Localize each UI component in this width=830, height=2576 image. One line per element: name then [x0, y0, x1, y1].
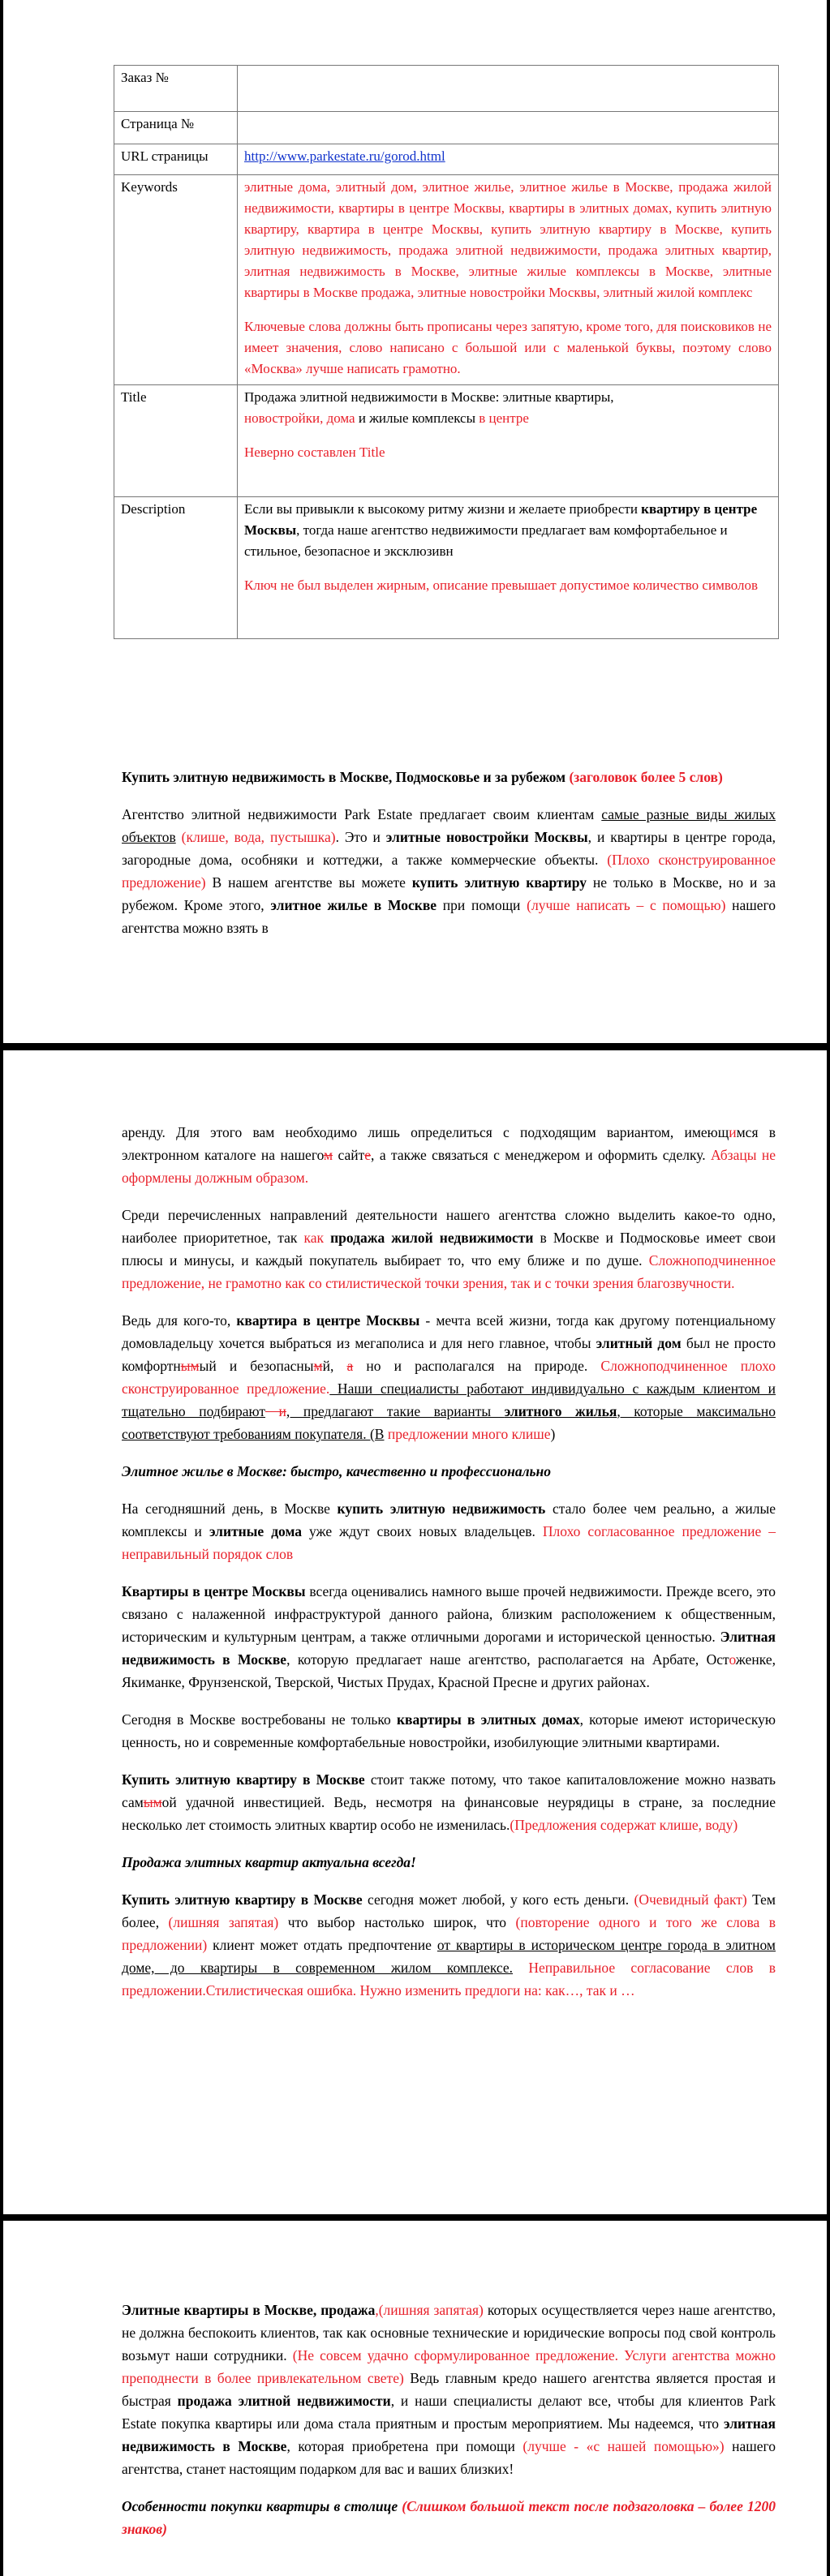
text: . Это и	[335, 829, 386, 845]
text: всегда оценивались намного выше прочей недвижимости. Прежде всего, это связано с налаженной инфраструктурой данного района, близким расположением к общественным, историческим и культурным центрам, а также отличными дорогами и исторической ценностью.	[122, 1583, 776, 1645]
text: Ведь для кого-то,	[122, 1312, 237, 1329]
text: )	[550, 1426, 556, 1442]
keyword: элитные новостройки Москвы	[385, 829, 588, 845]
text: - мечта всей жизни, тогда как другому потенциальному домовладельцу хочется выбраться из мегаполиса и для него главное, чтобы	[122, 1312, 776, 1351]
keywords-label: Keywords	[114, 175, 238, 385]
underlined-text: от квартиры в историческом центре города в элитном доме, до квартиры в современном жилом комплексе.	[122, 1937, 776, 1976]
deleted-text: и	[265, 1403, 286, 1419]
deleted-text: м	[323, 1147, 333, 1163]
review-note: (Слишком большой текст после подзаголовка – более 1200 знаков)	[122, 2498, 776, 2537]
review-note: (Предложения содержат клише, воду)	[510, 1817, 738, 1833]
description-value	[244, 499, 772, 562]
keyword: Квартиры в центре Москвы	[122, 1583, 306, 1599]
text: , и наши специалисты делают все, чтобы для клиентов Park Estate покупка квартиры или дома стала приятным и простым мероприятием. Мы надеемся, что	[122, 2393, 776, 2432]
review-note: (лучше написать – с помощью)	[527, 897, 726, 913]
text: но и располагался на природе.	[353, 1358, 601, 1374]
seo-meta-table	[114, 65, 779, 639]
text: В нашем агентстве вы можете	[205, 874, 412, 891]
url-label: URL страницы	[114, 144, 238, 175]
text: в Москве и Подмосковье имеет свои плюсы и минусы, и каждый покупатель выбирает то, что ему ближе и по душе.	[122, 1230, 776, 1269]
text: нашего агентства, станет настоящим подарком для вас и ваших близких!	[122, 2438, 776, 2477]
document-page-2	[3, 1050, 827, 2214]
keyword: Купить элитную квартиру в Москве	[122, 1771, 365, 1788]
title-text: Продажа элитной недвижимости в Москве: элитные квартиры,	[244, 389, 614, 405]
section-heading	[122, 2495, 776, 2540]
table-row	[114, 175, 779, 385]
review-note: ,(лишняя запятая)	[375, 2302, 484, 2318]
section-heading	[122, 766, 776, 788]
review-note: Абзацы не оформлены должным образом.	[122, 1147, 776, 1186]
text: , а также связаться с менеджером и оформить сделку.	[371, 1147, 711, 1163]
keyword: элитное жилье в Москве	[270, 897, 437, 913]
text: ый и безопасны	[199, 1358, 314, 1374]
underlined-text: , предлагают такие варианты	[286, 1403, 505, 1419]
paragraph	[122, 1768, 776, 1836]
heading-text: Купить элитную недвижимость в Москве, Подмосковье и за рубежом	[122, 769, 566, 785]
text: сегодня может любой, у кого есть деньги.	[362, 1891, 634, 1908]
paragraph	[122, 1708, 776, 1754]
url-link[interactable]: http://www.parkestate.ru/gorod.html	[244, 148, 445, 164]
title-value	[244, 387, 772, 429]
keyword: квартиры в элитных домах	[396, 1711, 580, 1728]
keyword: купить элитную недвижимость	[337, 1501, 546, 1517]
order-value	[238, 66, 779, 112]
title-cell	[238, 385, 779, 497]
deleted-text: ым	[180, 1358, 200, 1374]
keyword: купить элитную квартиру	[411, 874, 587, 891]
review-note: (лучше - «с нашей помощью»)	[523, 2438, 725, 2454]
deleted-text: ым	[143, 1794, 162, 1810]
text: был не просто комфортн	[122, 1335, 776, 1374]
paragraph	[122, 1204, 776, 1294]
paragraph	[122, 1121, 776, 1189]
table-row	[114, 144, 779, 175]
text: Ведь главным кредо нашего агентства является простая и быстрая	[122, 2370, 776, 2409]
review-note: Сложноподчиненное предложение, не грамотно как со стилистической точки зрения, так и с точки зрения благозвучности.	[122, 1252, 776, 1291]
text: ой удачной инвестицией. Ведь, несмотря на финансовые неурядицы в стране, за последние несколько лет стоимость элитных квартир особо не изменилась.	[122, 1794, 776, 1833]
text: мся в электронном каталоге на нашего	[122, 1124, 776, 1163]
review-note: предложении много клише	[384, 1426, 551, 1442]
deleted-text: е	[364, 1147, 372, 1163]
subheading: Продажа элитных квартир актуальна всегда!	[122, 1854, 416, 1870]
order-label: Заказ №	[114, 66, 238, 112]
keyword: Купить элитную квартиру в Москве	[122, 1891, 363, 1908]
underlined-text: Наши специалисты работают индивидуально с каждым клиентом и тщательно подбирают	[122, 1380, 776, 1419]
text: , которую предлагает наше агентство, располагается на Арбате, Ост	[286, 1651, 729, 1668]
description-text: Если вы привыкли к высокому ритму жизни и желаете приобрести	[244, 501, 642, 517]
title-label: Title	[114, 385, 238, 497]
table-row	[114, 385, 779, 497]
text: На сегодняшний день, в Москве	[122, 1501, 338, 1517]
review-note: (заголовок более 5 слов)	[566, 769, 723, 785]
keyword: Элитная недвижимость в Москве	[122, 1629, 776, 1668]
page-value	[238, 112, 779, 144]
deleted-text: а	[346, 1358, 354, 1374]
description-keyword: квартиру в центре Москвы	[244, 501, 758, 538]
paragraph	[122, 803, 776, 939]
text: Тем более,	[122, 1891, 776, 1930]
review-note: (клише, вода, пустышка)	[175, 829, 336, 845]
description-text: , тогда наше агентство недвижимости предлагает вам комфортабельное и стильное, безопасное и эксклюзивн	[244, 522, 728, 559]
correction: и	[729, 1124, 737, 1140]
review-note: Неправильное согласование слов в предложении.Стилистическая ошибка. Нужно изменить предлоги на: как…, так и …	[122, 1960, 776, 1999]
keyword: элитного жилья	[504, 1403, 617, 1419]
keyword: продажа элитной недвижимости	[177, 2393, 391, 2409]
page-label: Страница №	[114, 112, 238, 144]
review-note: (Плохо сконструированное предложение)	[122, 852, 776, 891]
description-note: Ключ не был выделен жирным, описание превышает допустимое количество символов	[244, 577, 759, 593]
text: й,	[322, 1358, 347, 1374]
text: , и квартиры в центре города, загородные дома, особняки и коттеджи, а также коммерческие объекты.	[122, 829, 776, 868]
table-row	[114, 66, 779, 112]
description-cell	[238, 497, 779, 639]
url-cell	[238, 144, 779, 175]
text: сайт	[333, 1147, 365, 1163]
text: Агентство элитной недвижимости Park Estate предлагает своим клиентам	[122, 806, 602, 822]
title-red-text: новостройки, дома	[244, 410, 355, 426]
correction: о	[729, 1651, 736, 1668]
text: женке, Якиманке, Фрунзенской, Тверской, Чистых Прудах, Красной Пресне и других районах.	[122, 1651, 776, 1690]
page-3-body	[122, 2299, 776, 2540]
paragraph	[122, 1888, 776, 2002]
review-note: (Не совсем удачно сформулированное предложение. Услуги агентства можно преподнести в более привлекательном свете)	[122, 2347, 776, 2386]
text: нашего агентства можно взять в	[122, 897, 776, 936]
paragraph	[122, 1497, 776, 1565]
keyword: квартира в центре Москвы	[236, 1312, 420, 1329]
keywords-note: Ключевые слова должны быть прописаны через запятую, кроме того, для поисковиков не имеет значения, слово написано с большой или с маленькой буквы, поэтому слово «Москва» лучше написать грамотно.	[244, 319, 772, 376]
text: стало более чем реально, а жилые комплексы и	[122, 1501, 776, 1539]
keyword: элитный дом	[596, 1335, 682, 1351]
review-note: (Очевидный факт)	[634, 1891, 747, 1908]
table-row	[114, 497, 779, 639]
text: Среди перечисленных направлений деятельности нашего агентства сложно выделить какое-то одно, наиболее приоритетное, так	[122, 1207, 776, 1246]
keywords-cell	[238, 175, 779, 385]
paragraph	[122, 2299, 776, 2480]
paragraph	[122, 1309, 776, 1445]
text: клиент может отдать предпочтение	[207, 1937, 437, 1953]
page-2-body	[122, 1121, 776, 2002]
review-note: Плохо согласованное предложение – неправильный порядок слов	[122, 1523, 776, 1562]
text: , которая приобретена при помощи	[286, 2438, 523, 2454]
text: Сегодня в Москве востребованы не только	[122, 1711, 397, 1728]
text: аренду. Для этого вам необходимо лишь определиться с подходящим вариантом, имеющ	[122, 1124, 729, 1140]
text: , которые имеют историческую ценность, но и современные комфортабельные новостройки, изобилующие элитными квартирами.	[122, 1711, 776, 1750]
subheading: Элитное жилье в Москве: быстро, качественно и профессионально	[122, 1463, 552, 1479]
underlined-text: самые разные виды жилых объектов	[122, 806, 776, 845]
paragraph	[122, 1580, 776, 1694]
review-note: Сложноподчиненное плохо сконструированное предложение.	[122, 1358, 776, 1397]
text: не только в Москве, но и за рубежом. Кроме этого,	[122, 874, 776, 913]
keyword: элитная недвижимость в Москве	[122, 2415, 776, 2454]
title-note: Неверно составлен Title	[244, 444, 385, 460]
underlined-text: , которые максимально соответствуют требованиям покупателя. (В	[122, 1403, 776, 1442]
document-page-1	[3, 0, 827, 1043]
text: при помощи	[437, 897, 527, 913]
keyword: элитные дома	[209, 1523, 303, 1539]
deleted-text: м	[313, 1358, 323, 1374]
heading-text: Особенности покупки квартиры в столице	[122, 2498, 398, 2514]
correction: как	[303, 1230, 324, 1246]
text: стоит также потому, что такое капиталовложение можно назвать сам	[122, 1771, 776, 1810]
document-page-3	[3, 2221, 827, 2576]
keyword: продажа жилой недвижимости	[324, 1230, 534, 1246]
title-text: и жилые комплексы	[355, 410, 480, 426]
page-1-body	[122, 766, 776, 939]
text: которых осуществляется через наше агентство, не должна беспокоить клиентов, так как основные технические и юридические вопросы под свой контроль возьмут наши сотрудники.	[122, 2302, 776, 2363]
text: что выбор настолько широк, что	[278, 1914, 516, 1930]
keyword: Элитные квартиры в Москве, продажа	[122, 2302, 376, 2318]
table-row	[114, 112, 779, 144]
text: уже ждут своих новых владельцев.	[302, 1523, 543, 1539]
description-label: Description	[114, 497, 238, 639]
review-note: (повторение одного и того же слова в предложении)	[122, 1914, 776, 1953]
review-note: (лишняя запятая)	[168, 1914, 279, 1930]
keywords-value: элитные дома, элитный дом, элитное жилье, элитное жилье в Москве, продажа жилой недвижимости, квартиры в центре Москвы, квартиры в элитных домах, купить элитную квартиру, квартира в центре Москвы, купить элитную квартиру в Москве, купить элитную недвижимость, продажа элитной недвижимости, продажа элитных квартир, элитная недвижимость в Москве, элитные жилые комплексы в Москве, элитные квартиры в Москве продажа, элитные новостройки Москвы, элитный жилой комплекс	[244, 179, 772, 300]
title-red-text: в центре	[479, 410, 529, 426]
